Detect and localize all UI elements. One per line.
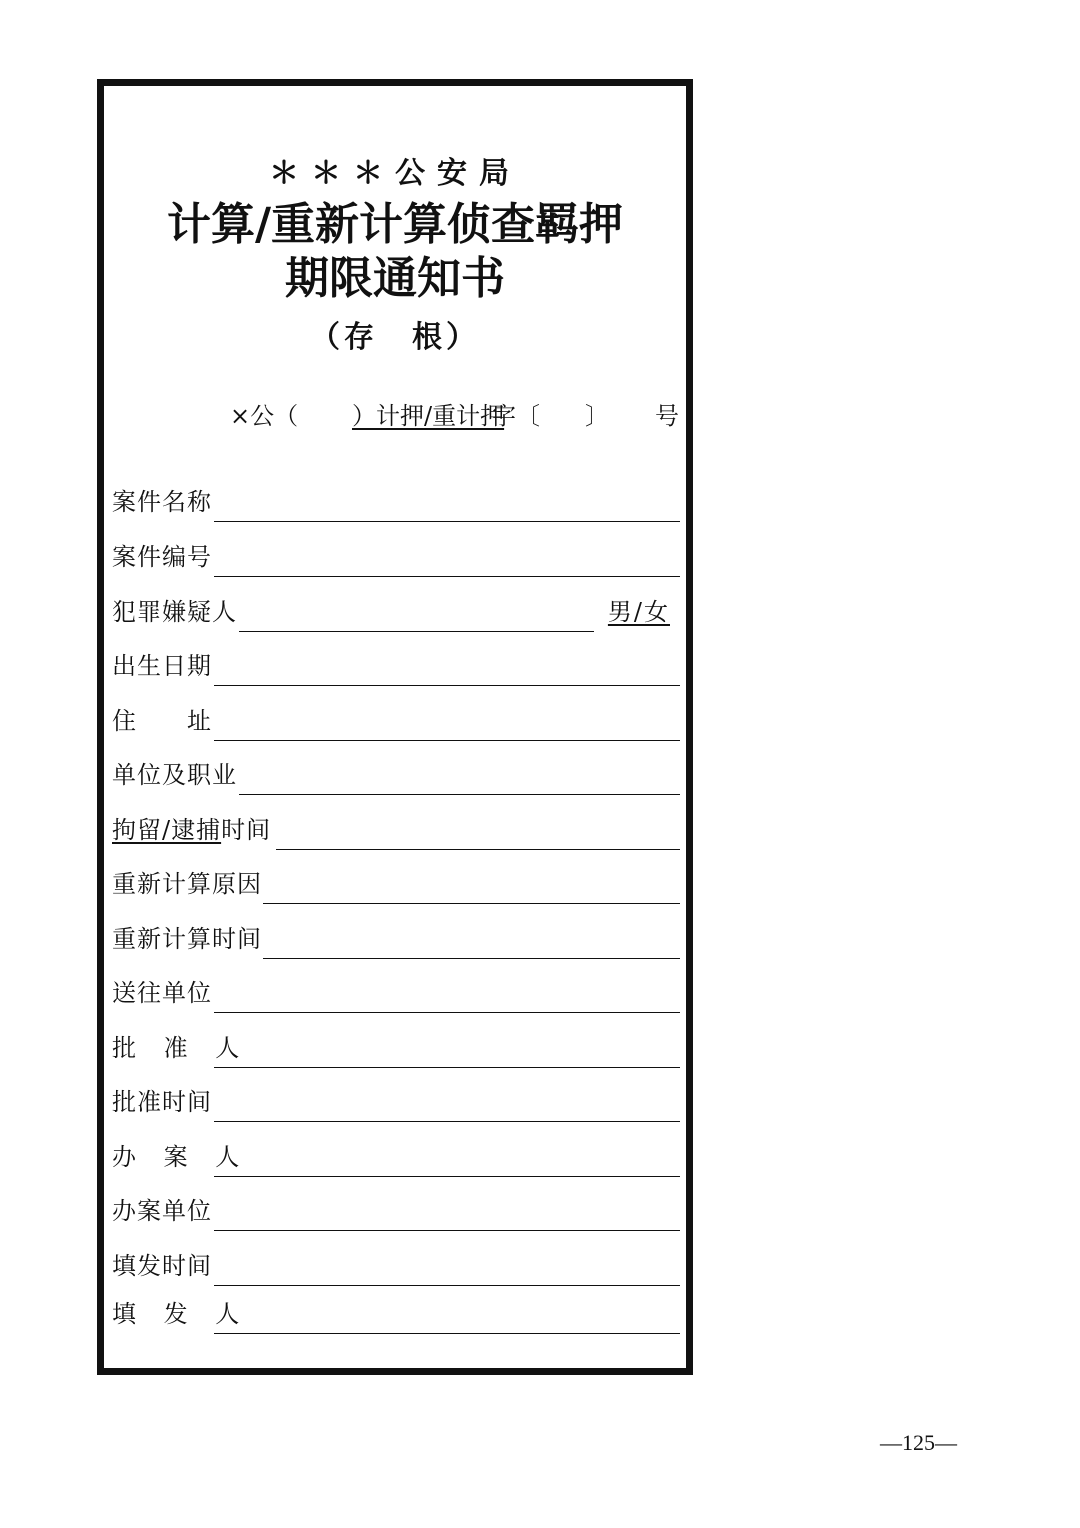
field-case-handler bbox=[112, 1137, 680, 1177]
agency-title: ＊＊＊公安局 bbox=[269, 156, 521, 191]
fill-line[interactable] bbox=[263, 903, 680, 904]
fill-line[interactable] bbox=[214, 521, 680, 522]
fill-line[interactable] bbox=[214, 1012, 680, 1013]
fill-line[interactable] bbox=[214, 685, 680, 686]
sex-option[interactable]: 男/女 bbox=[607, 598, 670, 626]
field-label-underlined: 拘留/逮捕 bbox=[112, 816, 222, 844]
field-case-number bbox=[112, 537, 680, 577]
field-approval-time bbox=[112, 1082, 680, 1122]
field-approver bbox=[112, 1028, 680, 1068]
doc-number-prefix: ×公（ bbox=[230, 402, 299, 430]
field-label: 重新计算时间 bbox=[112, 925, 262, 953]
field-case-name bbox=[112, 482, 680, 522]
doc-number-hao: 号 bbox=[655, 402, 679, 430]
page-number: —125— bbox=[880, 1430, 957, 1455]
document-title-line2: 期限通知书 bbox=[285, 253, 505, 304]
field-address bbox=[112, 701, 680, 741]
field-label: 住 址 bbox=[112, 707, 212, 735]
field-issuer bbox=[112, 1294, 680, 1334]
field-handling-unit bbox=[112, 1191, 680, 1231]
field-label: 批准时间 bbox=[112, 1088, 212, 1116]
field-birth-date bbox=[112, 646, 680, 686]
field-label: 送往单位 bbox=[112, 979, 212, 1007]
field-label: 单位及职业 bbox=[112, 761, 237, 789]
doc-number-suffix: 字〔 bbox=[492, 402, 540, 430]
field-label: 填发时间 bbox=[112, 1252, 212, 1280]
document-title-line1: 计算/重新计算侦查羁押 bbox=[166, 199, 624, 250]
doc-number-bracket-close: 〕 bbox=[585, 402, 609, 430]
field-label: 案件编号 bbox=[112, 543, 212, 571]
field-suspect bbox=[112, 592, 680, 632]
fill-line[interactable] bbox=[214, 1067, 680, 1068]
field-label: 办 案 人 bbox=[112, 1143, 250, 1171]
fill-line[interactable] bbox=[214, 1176, 680, 1177]
field-label: 犯罪嫌疑人 bbox=[112, 598, 237, 626]
field-label: 出生日期 bbox=[112, 652, 212, 680]
field-recalc-reason bbox=[112, 864, 680, 904]
fill-line[interactable] bbox=[263, 958, 680, 959]
field-issue-time bbox=[112, 1246, 680, 1286]
field-label: 批 准 人 bbox=[112, 1034, 250, 1062]
field-label: 重新计算原因 bbox=[112, 870, 262, 898]
fill-line[interactable] bbox=[276, 849, 680, 850]
field-label: 办案单位 bbox=[112, 1197, 212, 1225]
field-label-rest: 时间 bbox=[221, 816, 272, 844]
fill-line[interactable] bbox=[214, 1121, 680, 1122]
field-detention-arrest-time bbox=[112, 810, 680, 850]
field-label: 案件名称 bbox=[112, 488, 212, 516]
fill-line[interactable] bbox=[214, 1285, 680, 1286]
fill-line[interactable] bbox=[214, 576, 680, 577]
stub-label: （存 根） bbox=[310, 320, 480, 355]
fill-line[interactable] bbox=[214, 1230, 680, 1231]
field-label: 填 发 人 bbox=[112, 1300, 250, 1328]
fill-line[interactable] bbox=[239, 794, 680, 795]
field-label bbox=[112, 810, 271, 850]
field-employer-occupation bbox=[112, 755, 680, 795]
doc-number-type: ）计押/重计押 bbox=[352, 402, 505, 430]
field-sent-to-unit bbox=[112, 973, 680, 1013]
field-recalc-time bbox=[112, 919, 680, 959]
fill-line[interactable] bbox=[214, 1333, 680, 1334]
fill-line[interactable] bbox=[214, 740, 680, 741]
fill-line[interactable] bbox=[239, 631, 594, 632]
